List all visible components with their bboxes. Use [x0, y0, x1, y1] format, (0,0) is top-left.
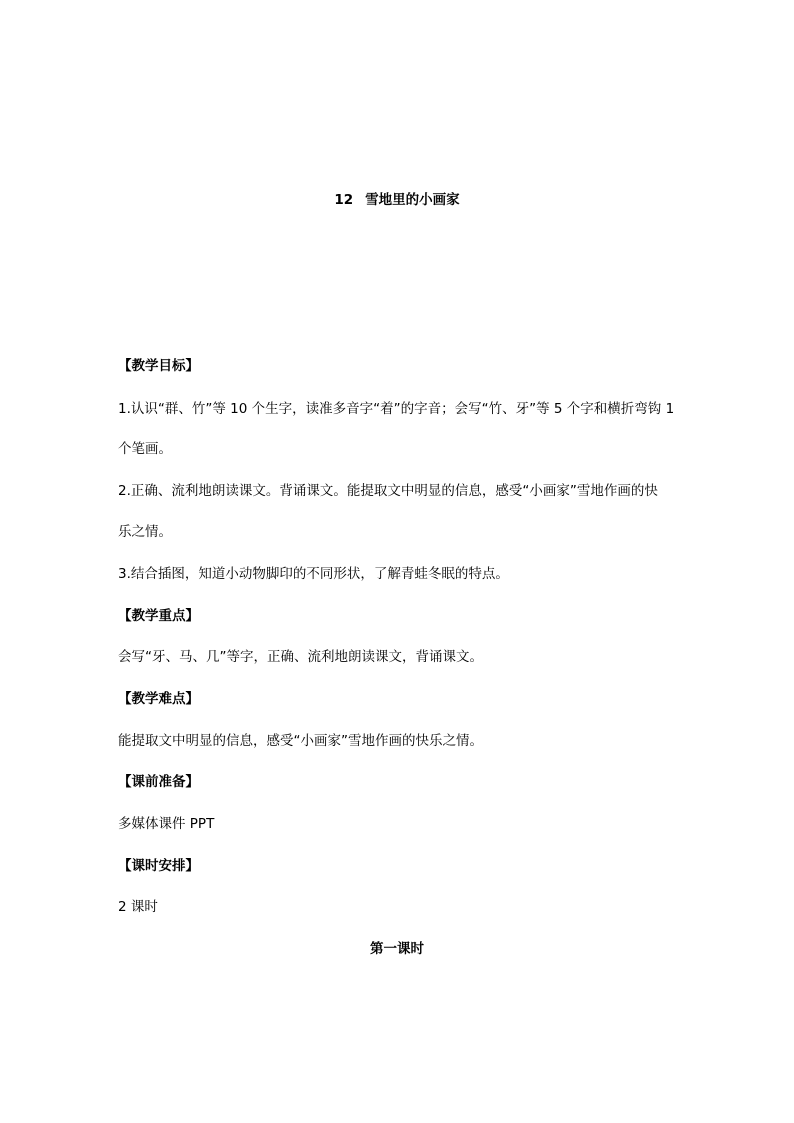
objective-3-line-1: 3.结合插图，知道小动物脚印的不同形状，了解青蛙冬眠的特点。: [118, 566, 509, 582]
title-text: 雪地里的小画家: [365, 192, 460, 208]
section-heading-difficulties: 【教学难点】: [118, 691, 199, 707]
objective-1-line-1: 1.认识“群、竹”等 10 个生字，读准多音字“着”的字音；会写“竹、牙”等 5 个字和横折弯钩 1: [118, 401, 675, 417]
key-points-text: 会写“牙、马、几”等字，正确、流利地朗读课文，背诵课文。: [118, 649, 483, 665]
objective-2-line-1: 2.正确、流利地朗读课文。背诵课文。能提取文中明显的信息，感受“小画家”雪地作画的快: [118, 483, 658, 499]
title-number: 12: [334, 192, 354, 208]
section-heading-key-points: 【教学重点】: [118, 608, 199, 624]
objective-1-line-2: 个笔画。: [118, 441, 172, 457]
preparation-text: 多媒体课件 PPT: [118, 816, 215, 832]
session-title: 第一课时: [370, 941, 424, 957]
page-title: [0, 191, 794, 209]
difficulties-text: 能提取文中明显的信息，感受“小画家”雪地作画的快乐之情。: [118, 733, 483, 749]
section-heading-schedule: 【课时安排】: [118, 858, 199, 874]
objective-2-line-2: 乐之情。: [118, 524, 172, 540]
schedule-text: 2 课时: [118, 899, 158, 915]
section-heading-objectives: 【教学目标】: [118, 358, 199, 374]
section-heading-preparation: 【课前准备】: [118, 774, 199, 790]
